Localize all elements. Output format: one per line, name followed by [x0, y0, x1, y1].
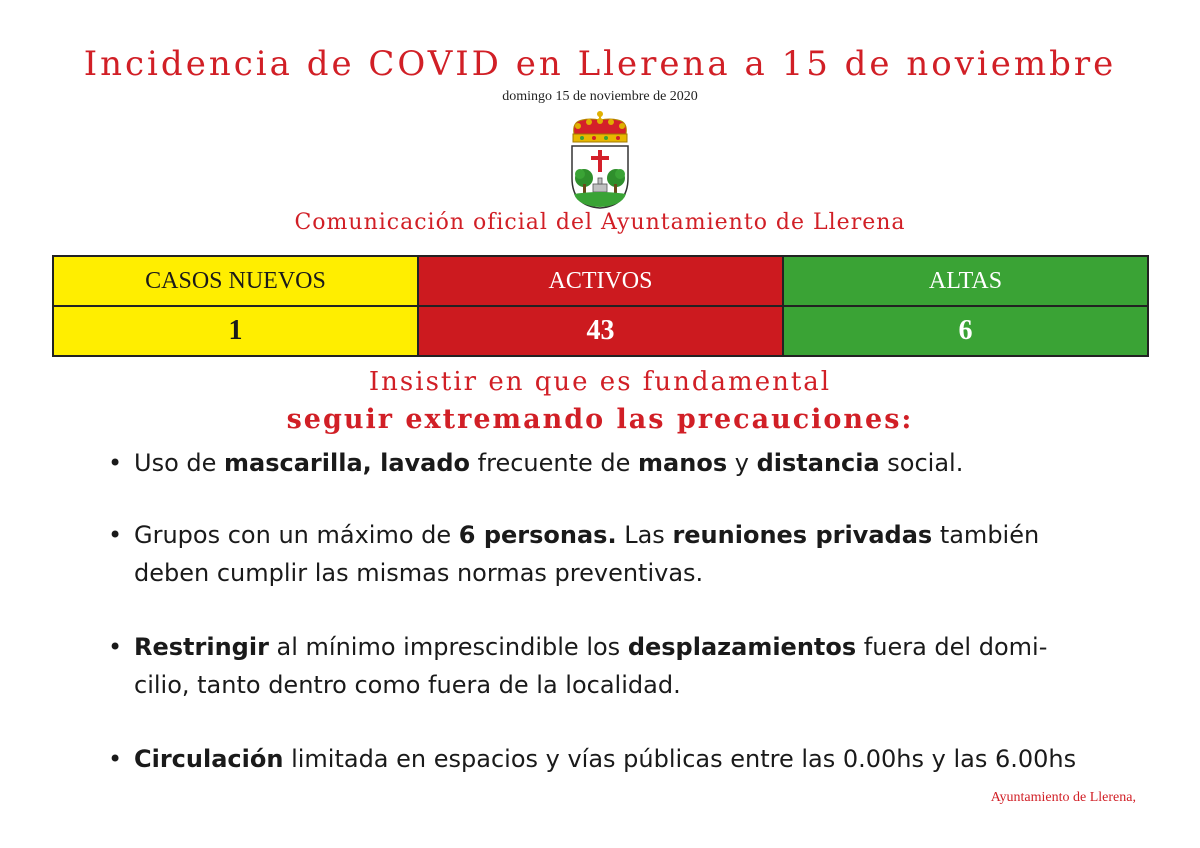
- text: y: [727, 449, 757, 477]
- bold-text: distancia: [756, 449, 880, 477]
- official-communication-subtitle: Comunicación oficial del Ayuntamiento de Llerena: [294, 210, 906, 235]
- text: también: [932, 521, 1040, 549]
- bold-text: Circulación: [134, 745, 284, 773]
- bullet-icon: •: [108, 745, 123, 773]
- precautions-message: seguir extremando las precauciones:: [286, 404, 914, 435]
- measure-masks: [104, 444, 1104, 482]
- text: fuera del domi-: [856, 633, 1048, 661]
- covid-stats-table: [52, 255, 1149, 357]
- bold-text: Restringir: [134, 633, 269, 661]
- signature: Ayuntamiento de Llerena,: [990, 790, 1136, 805]
- new-cases-label: CASOS NUEVOS: [53, 256, 418, 306]
- bold-text: manos: [638, 449, 728, 477]
- measure-movement: [104, 628, 1104, 704]
- active-label: ACTIVOS: [418, 256, 783, 306]
- discharged-label: ALTAS: [783, 256, 1148, 306]
- measure-groups: [104, 516, 1104, 592]
- text: social.: [879, 449, 964, 477]
- stats-value-row: [53, 306, 1148, 356]
- crown-icon: [573, 111, 627, 142]
- text: al mínimo imprescindible los: [268, 633, 628, 661]
- measure-curfew: [104, 740, 1104, 778]
- bold-text: reuniones privadas: [672, 521, 933, 549]
- coat-of-arms-icon: [566, 108, 634, 212]
- text: deben cumplir las mismas normas preventivas.: [134, 559, 704, 587]
- page-title: Incidencia de COVID en Llerena a 15 de noviembre: [83, 44, 1117, 84]
- text: Grupos con un máximo de: [134, 521, 459, 549]
- bold-text: 6 personas.: [458, 521, 617, 549]
- text: Las: [616, 521, 673, 549]
- new-cases-value: 1: [53, 306, 418, 356]
- text: Uso de: [134, 449, 225, 477]
- insist-message: Insistir en que es fundamental: [368, 367, 832, 397]
- discharged-value: 6: [783, 306, 1148, 356]
- stats-header-row: [53, 256, 1148, 306]
- bullet-icon: •: [108, 449, 123, 477]
- text: cilio, tanto dentro como fuera de la localidad.: [134, 671, 681, 699]
- date-line: domingo 15 de noviembre de 2020: [502, 89, 698, 104]
- text: frecuente de: [470, 449, 639, 477]
- shield-icon: [572, 146, 628, 208]
- bullet-icon: •: [108, 633, 123, 661]
- text: limitada en espacios y vías públicas entre las 0.00hs y las 6.00hs: [283, 745, 1077, 773]
- bold-text: mascarilla, lavado: [224, 449, 471, 477]
- active-value: 43: [418, 306, 783, 356]
- bullet-icon: •: [108, 521, 123, 549]
- bold-text: desplazamientos: [627, 633, 857, 661]
